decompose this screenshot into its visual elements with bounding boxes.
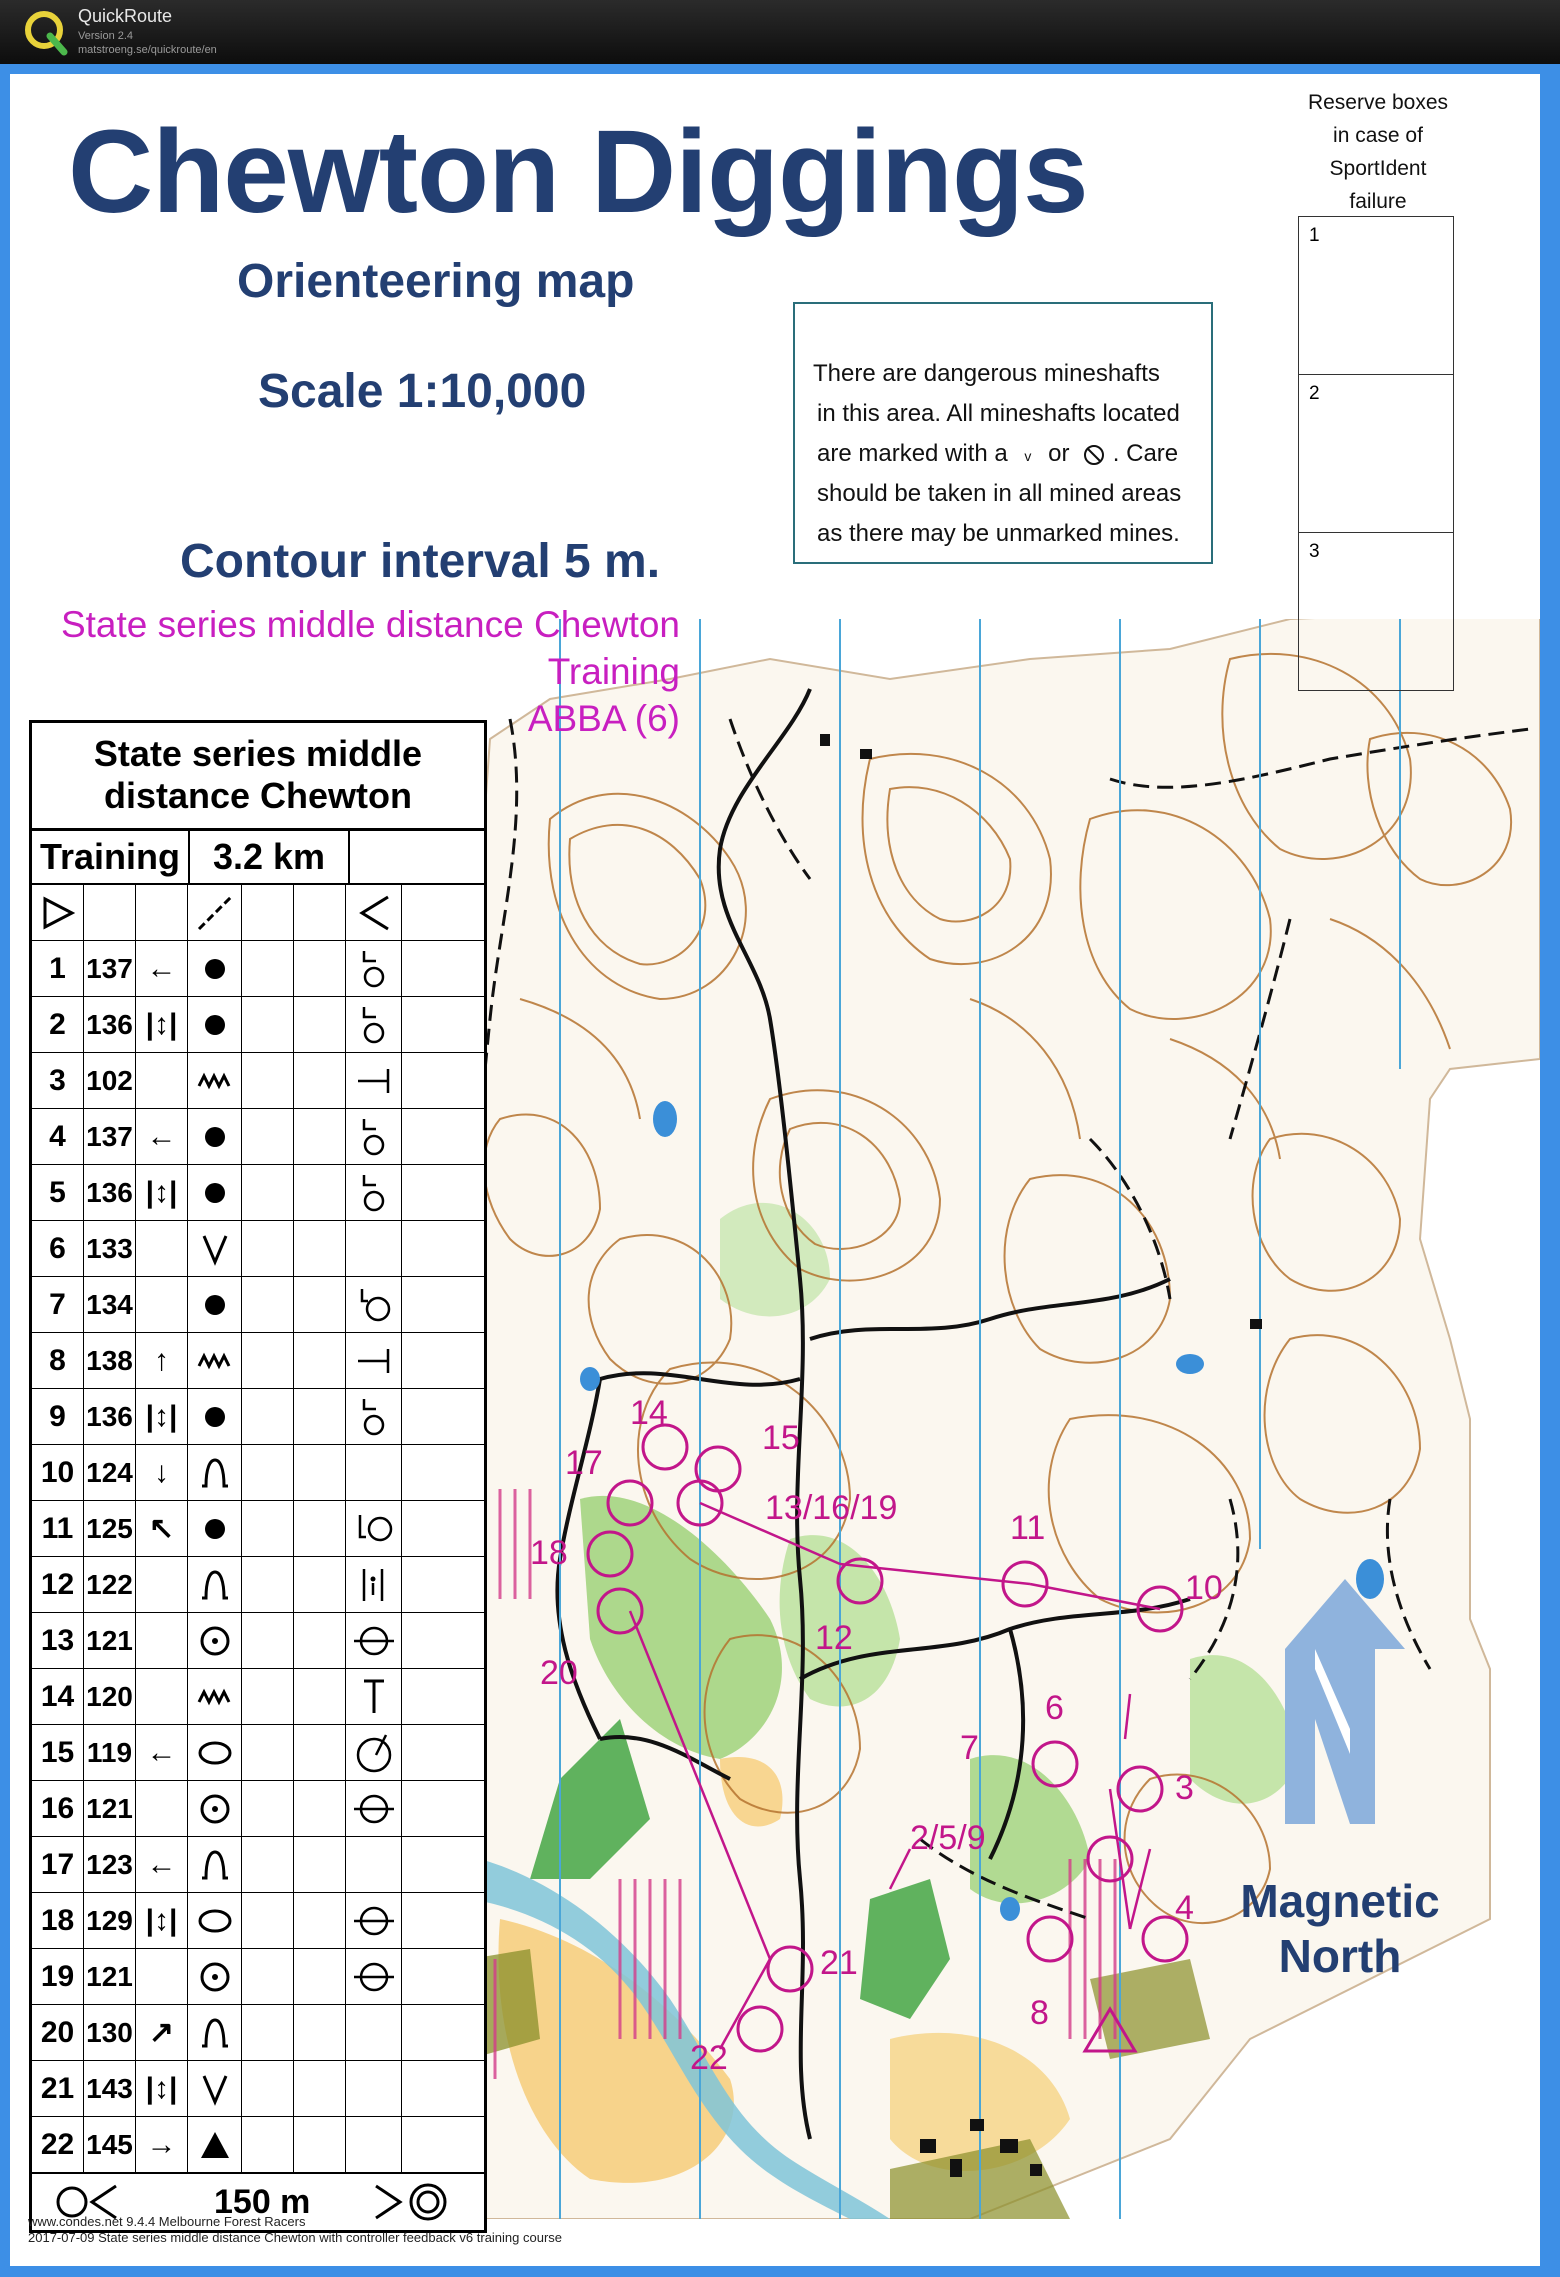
cd-direction: |↕| (136, 997, 188, 1052)
cd-cell (242, 1445, 294, 1500)
cd-position-icon (346, 1165, 402, 1220)
cd-cell (294, 1445, 346, 1500)
cd-row-control-8 (32, 1333, 484, 1389)
cd-cell (402, 1893, 478, 1948)
cd-row-control-16 (32, 1781, 484, 1837)
reserve-box-number: 2 (1309, 383, 1320, 404)
cd-feature-icon (188, 2061, 242, 2116)
cd-title (32, 723, 484, 831)
cd-position-icon (346, 2117, 402, 2172)
cd-length: 3.2 km (190, 831, 350, 883)
cd-cell (294, 997, 346, 1052)
cd-cell (402, 1445, 478, 1500)
cd-cell (242, 1725, 294, 1780)
cd-control-number: 10 (32, 1445, 84, 1500)
svg-text:2/5/9: 2/5/9 (910, 1819, 986, 1857)
cd-feature-icon (188, 1725, 242, 1780)
cd-cell (294, 1053, 346, 1108)
warning-line: . Care (1112, 440, 1179, 467)
cd-direction (136, 1053, 188, 1108)
cd-cell (242, 1613, 294, 1668)
cd-feature-icon (188, 1893, 242, 1948)
svg-text:12: 12 (815, 1619, 853, 1657)
cd-position-icon (346, 1333, 402, 1388)
cd-control-code: 143 (84, 2061, 136, 2116)
footer-credit: www.condes.net 9.4.4 Melbourne Forest Racers (28, 2214, 306, 2229)
cd-header-blank (350, 831, 482, 883)
footer-course-info: 2017-07-09 State series middle distance Chewton with controller feedback v6 training course (28, 2230, 563, 2245)
cd-control-code: 129 (84, 1893, 136, 1948)
reserve-box (1298, 532, 1454, 691)
cd-position-icon (346, 1277, 402, 1332)
cd-cell (242, 1669, 294, 1724)
cd-row-control-14 (32, 1669, 484, 1725)
cd-cell (294, 1725, 346, 1780)
map-page[interactable] (10, 74, 1540, 2266)
cd-position-icon (346, 1109, 402, 1164)
reserve-box-number: 1 (1309, 225, 1320, 246)
svg-text:21: 21 (820, 1944, 858, 1982)
cd-control-number: 7 (32, 1277, 84, 1332)
cd-control-code: 136 (84, 1165, 136, 1220)
cd-control-code: 137 (84, 1109, 136, 1164)
cd-cell (402, 1781, 478, 1836)
cd-cell (294, 1277, 346, 1332)
cd-feature-icon (188, 1949, 242, 2004)
cd-direction: ← (136, 1725, 188, 1780)
cd-feature-icon (188, 2005, 242, 2060)
cd-cell (402, 1837, 478, 1892)
cd-row-control-9 (32, 1389, 484, 1445)
cd-cell (294, 1389, 346, 1444)
cd-direction: ↑ (136, 1333, 188, 1388)
cd-direction (136, 1613, 188, 1668)
cd-cell (242, 1109, 294, 1164)
cd-control-number: 18 (32, 1893, 84, 1948)
cd-cell (402, 1389, 478, 1444)
cd-position-icon (346, 1949, 402, 2004)
reserve-title-line: SportIdent (1329, 157, 1427, 180)
cd-cell (294, 941, 346, 996)
cd-feature-icon (188, 1837, 242, 1892)
cd-cell (294, 1949, 346, 2004)
cd-cell (294, 2005, 346, 2060)
cd-control-code: 121 (84, 1949, 136, 2004)
cd-cell (136, 885, 188, 940)
cd-cell (294, 1221, 346, 1276)
cd-feature-icon (188, 1109, 242, 1164)
svg-text:13/16/19: 13/16/19 (765, 1489, 898, 1527)
contour-interval: Contour interval 5 m. (180, 535, 661, 588)
app-version: Version 2.4 (78, 30, 134, 42)
cd-cell (402, 885, 478, 940)
magnetic-north-label (1240, 1874, 1440, 1984)
warning-line: are marked with a (817, 440, 1008, 467)
cd-cell (402, 1557, 478, 1612)
cd-cell (294, 1557, 346, 1612)
cd-feature-icon (188, 1669, 242, 1724)
cd-control-number: 20 (32, 2005, 84, 2060)
cd-control-code: 136 (84, 997, 136, 1052)
north-label-line: Magnetic (1240, 1875, 1440, 1927)
cd-cell (402, 1669, 478, 1724)
app-titlebar (0, 0, 1560, 64)
svg-text:10: 10 (1185, 1569, 1223, 1607)
cd-title-line: State series middle (93, 733, 423, 774)
cd-control-code: 137 (84, 941, 136, 996)
cd-direction: ↖ (136, 1501, 188, 1556)
cd-cell (402, 1725, 478, 1780)
cd-cell (402, 1221, 478, 1276)
cd-cell (402, 997, 478, 1052)
cd-cell (242, 1893, 294, 1948)
cd-cell (242, 1277, 294, 1332)
course-class: Training (547, 651, 680, 692)
map-scale: Scale 1:10,000 (258, 365, 587, 418)
cd-cell (242, 2117, 294, 2172)
cd-row-control-21 (32, 2061, 484, 2117)
cd-cell (402, 1949, 478, 2004)
cd-direction: → (136, 2117, 188, 2172)
cd-direction: |↕| (136, 1165, 188, 1220)
svg-text:17: 17 (565, 1444, 603, 1482)
cd-control-number: 3 (32, 1053, 84, 1108)
cd-position-icon (346, 2005, 402, 2060)
cd-control-code: 136 (84, 1389, 136, 1444)
reserve-boxes-title (1278, 86, 1478, 218)
cd-row-control-22 (32, 2117, 484, 2173)
cd-control-code: 119 (84, 1725, 136, 1780)
cd-cell (242, 1781, 294, 1836)
cd-position-icon (346, 1389, 402, 1444)
mineshaft-warning-box (793, 302, 1213, 564)
cd-direction (136, 1277, 188, 1332)
cd-position-icon (346, 997, 402, 1052)
cd-row-control-12 (32, 1557, 484, 1613)
cd-feature-icon (188, 1333, 242, 1388)
cd-direction (136, 1221, 188, 1276)
warning-line: There are dangerous mineshafts (813, 360, 1160, 387)
svg-text:14: 14 (630, 1394, 668, 1432)
warning-line: as there may be unmarked mines. (817, 520, 1180, 547)
cd-cell (294, 2061, 346, 2116)
cd-cell (294, 2117, 346, 2172)
cd-control-number: 19 (32, 1949, 84, 2004)
cd-row-control-2 (32, 997, 484, 1053)
cd-control-number: 16 (32, 1781, 84, 1836)
cd-row-control-13 (32, 1613, 484, 1669)
cd-control-number: 5 (32, 1165, 84, 1220)
cd-cell (402, 2061, 478, 2116)
reserve-title-line: failure (1349, 190, 1407, 213)
cd-position-icon (346, 1501, 402, 1556)
cd-position-icon (346, 941, 402, 996)
cd-row-control-10 (32, 1445, 484, 1501)
cd-control-code: 120 (84, 1669, 136, 1724)
cd-control-number: 1 (32, 941, 84, 996)
cd-cell (242, 941, 294, 996)
cd-control-number: 12 (32, 1557, 84, 1612)
finish-icon (372, 2180, 472, 2224)
cd-row-control-7 (32, 1277, 484, 1333)
cd-control-code: 134 (84, 1277, 136, 1332)
cd-cell (242, 1557, 294, 1612)
svg-text:18: 18 (530, 1534, 568, 1572)
cd-cell (242, 1053, 294, 1108)
cd-cell (294, 1837, 346, 1892)
cd-cell (402, 1613, 478, 1668)
reserve-box (1298, 216, 1454, 374)
cd-cell (242, 1389, 294, 1444)
cd-direction: ← (136, 941, 188, 996)
cd-feature-icon (188, 1053, 242, 1108)
cd-row-control-18 (32, 1893, 484, 1949)
cd-row-control-17 (32, 1837, 484, 1893)
reserve-title-line: in case of (1333, 124, 1423, 147)
cd-direction: ← (136, 1109, 188, 1164)
cd-position-icon (346, 1669, 402, 1724)
cd-cell (242, 2061, 294, 2116)
cd-cell (402, 1165, 478, 1220)
cd-row-control-20 (32, 2005, 484, 2061)
angle-icon (346, 885, 402, 940)
cd-direction (136, 1669, 188, 1724)
cd-cell (242, 1949, 294, 2004)
cd-row-control-11 (32, 1501, 484, 1557)
cd-row-control-5 (32, 1165, 484, 1221)
cd-control-code: 123 (84, 1837, 136, 1892)
map-title: Chewton Diggings (68, 106, 1088, 238)
cd-control-number: 9 (32, 1389, 84, 1444)
cd-control-code: 121 (84, 1781, 136, 1836)
cd-control-code: 125 (84, 1501, 136, 1556)
cd-cell (294, 885, 346, 940)
cd-header (32, 831, 484, 885)
cd-direction (136, 1949, 188, 2004)
svg-text:11: 11 (1010, 1509, 1046, 1547)
cd-feature-icon (188, 1221, 242, 1276)
warning-line: or (1048, 440, 1070, 467)
cd-row-control-19 (32, 1949, 484, 2005)
warning-line: in this area. All mineshafts located (817, 400, 1180, 427)
warning-line: should be taken in all mined areas (817, 480, 1182, 507)
cd-cell (294, 1613, 346, 1668)
cd-cell (242, 997, 294, 1052)
cd-feature-icon (188, 941, 242, 996)
cd-control-number: 4 (32, 1109, 84, 1164)
course-name: ABBA (6) (527, 698, 680, 739)
north-label-line: North (1278, 1930, 1402, 1982)
path-crossing-icon (188, 885, 242, 940)
cd-direction: |↕| (136, 1389, 188, 1444)
cd-position-icon (346, 1445, 402, 1500)
cd-direction: ↓ (136, 1445, 188, 1500)
cd-cell (402, 1333, 478, 1388)
cd-row-control-6 (32, 1221, 484, 1277)
cd-control-code: 121 (84, 1613, 136, 1668)
svg-text:3: 3 (1175, 1769, 1194, 1807)
cd-control-number: 11 (32, 1501, 84, 1556)
cd-title-line: distance Chewton (103, 775, 413, 816)
cd-cell (402, 1109, 478, 1164)
cd-control-number: 6 (32, 1221, 84, 1276)
cd-control-code: 124 (84, 1445, 136, 1500)
cd-direction: ← (136, 1837, 188, 1892)
cd-cell (242, 1501, 294, 1556)
warning-line-symbols (817, 440, 1178, 468)
reserve-boxes (1298, 216, 1454, 691)
cd-cell (294, 1333, 346, 1388)
cd-cell (294, 1781, 346, 1836)
map-subtitle: Orienteering map (237, 255, 635, 308)
svg-text:6: 6 (1045, 1689, 1064, 1727)
quickroute-logo-icon (20, 6, 70, 56)
cd-cell (294, 1669, 346, 1724)
cd-cell (402, 941, 478, 996)
cd-control-code: 122 (84, 1557, 136, 1612)
cd-control-number: 8 (32, 1333, 84, 1388)
svg-text:15: 15 (762, 1419, 800, 1457)
cd-cell (294, 1893, 346, 1948)
cd-position-icon (346, 1221, 402, 1276)
svg-text:7: 7 (960, 1729, 979, 1767)
svg-text:22: 22 (690, 2039, 728, 2077)
cd-row-control-4 (32, 1109, 484, 1165)
cd-cell (402, 1501, 478, 1556)
cd-control-code: 133 (84, 1221, 136, 1276)
cd-control-code: 130 (84, 2005, 136, 2060)
cd-control-number: 17 (32, 1837, 84, 1892)
cd-rows (32, 941, 484, 2173)
cd-position-icon (346, 1893, 402, 1948)
cd-control-number: 15 (32, 1725, 84, 1780)
cd-direction: ↗ (136, 2005, 188, 2060)
cd-cell (294, 1165, 346, 1220)
cd-feature-icon (188, 1389, 242, 1444)
cd-cell (242, 1333, 294, 1388)
cd-control-number: 21 (32, 2061, 84, 2116)
control-description-sheet (29, 720, 487, 2233)
cd-feature-icon (188, 1501, 242, 1556)
reserve-box-number: 3 (1309, 541, 1320, 562)
app-url: matstroeng.se/quickroute/en (78, 44, 217, 56)
cd-position-icon (346, 1557, 402, 1612)
svg-text:8: 8 (1030, 1994, 1049, 2032)
cd-cell (402, 2005, 478, 2060)
mineshaft-circle-icon (1082, 443, 1106, 467)
cd-cell (242, 1837, 294, 1892)
cd-feature-icon (188, 2117, 242, 2172)
svg-text:4: 4 (1175, 1889, 1194, 1927)
cd-cell (294, 1109, 346, 1164)
cd-direction: |↕| (136, 2061, 188, 2116)
cd-feature-icon (188, 1557, 242, 1612)
cd-class: Training (32, 831, 190, 883)
cd-cell (242, 1165, 294, 1220)
app-name: QuickRoute (78, 6, 173, 26)
cd-cell (294, 1501, 346, 1556)
cd-feature-icon (188, 997, 242, 1052)
cd-feature-icon (188, 1445, 242, 1500)
cd-control-number: 22 (32, 2117, 84, 2172)
cd-position-icon (346, 1613, 402, 1668)
mineshaft-small-icon: v (1024, 448, 1032, 464)
cd-start-row (32, 885, 484, 941)
cd-row-control-1 (32, 941, 484, 997)
cd-control-number: 14 (32, 1669, 84, 1724)
cd-direction: |↕| (136, 1893, 188, 1948)
cd-cell (402, 2117, 478, 2172)
cd-control-code: 138 (84, 1333, 136, 1388)
cd-control-number: 2 (32, 997, 84, 1052)
cd-feature-icon (188, 1165, 242, 1220)
cd-row-control-3 (32, 1053, 484, 1109)
cd-position-icon (346, 2061, 402, 2116)
cd-position-icon (346, 1725, 402, 1780)
cd-position-icon (346, 1781, 402, 1836)
cd-cell (84, 885, 136, 940)
cd-feature-icon (188, 1277, 242, 1332)
cd-feature-icon (188, 1613, 242, 1668)
cd-position-icon (346, 1053, 402, 1108)
cd-cell (242, 1221, 294, 1276)
magnetic-north-arrow-icon (1280, 1579, 1410, 1829)
cd-cell (242, 885, 294, 940)
cd-direction (136, 1781, 188, 1836)
finish-distance: 150 m (214, 2182, 311, 2221)
cd-direction (136, 1557, 188, 1612)
cd-control-code: 145 (84, 2117, 136, 2172)
cd-cell (402, 1053, 478, 1108)
svg-text:20: 20 (540, 1654, 578, 1692)
event-name: State series middle distance Chewton (60, 604, 680, 645)
cd-cell (402, 1277, 478, 1332)
cd-control-number: 13 (32, 1613, 84, 1668)
cd-control-code: 102 (84, 1053, 136, 1108)
reserve-title-line: Reserve boxes (1307, 91, 1449, 114)
cd-row-control-15 (32, 1725, 484, 1781)
cd-feature-icon (188, 1781, 242, 1836)
reserve-box (1298, 374, 1454, 532)
start-triangle-icon (32, 885, 84, 940)
cd-cell (242, 2005, 294, 2060)
cd-position-icon (346, 1837, 402, 1892)
